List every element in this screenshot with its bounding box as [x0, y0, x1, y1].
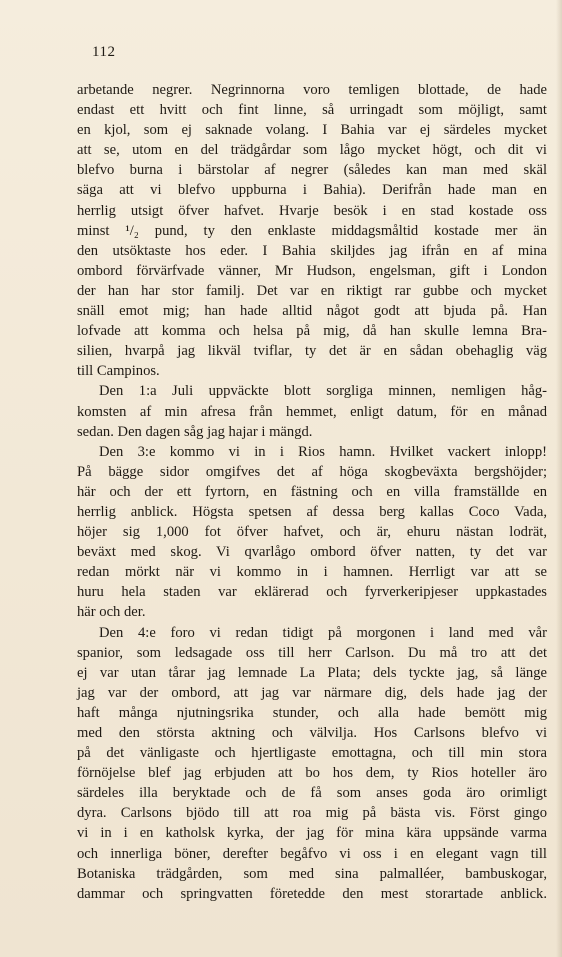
text-line: minst ¹/₂ pund, ty den enklaste middagsmåltid kostade mer än: [77, 222, 547, 239]
text-line: herrlig utsigt öfver hafvet. Hvarje besök i en stad kostade oss: [77, 202, 547, 219]
text-line: den utsöktaste hos eder. I Bahia skiljdes jag ifrån en af mina: [77, 242, 547, 259]
text-line: särdeles illa beryktade och de få som anses goda äro orimligt: [77, 785, 547, 802]
text-line: ej var utan tårar jag lemnade La Plata; dels tyckte jag, så länge: [77, 664, 547, 681]
text-line: och innerliga böner, derefter begåfvo vi oss i en elegant vagn till: [77, 845, 547, 862]
text-line: Den 4:e foro vi redan tidigt på morgonen i land med vår: [99, 624, 547, 641]
text-line: spanior, som ledsagade oss till herr Carlson. Du må tro att det: [77, 644, 547, 661]
text-line: lofvade att komma och helsa på mig, då han skulle lemna Bra-: [77, 323, 547, 340]
text-line: blefvo burna i bärstolar af negrer (således kan man med skäl: [77, 162, 547, 179]
text-line: Botaniska trädgården, som med sina palmalléer, bambuskogar,: [77, 865, 547, 882]
text-line: endast ett hvitt och fint linne, så urringadt som möjligt, samt: [77, 102, 547, 119]
page-number: 112: [92, 44, 116, 60]
text-line: en kjol, som ej saknade volang. I Bahia var ej särdeles mycket: [77, 122, 547, 139]
text-line: beväxt med skog. Vi qvarlågo ombord öfver natten, ty det var: [77, 544, 547, 561]
text-line: förnöjelse blef jag erbjuden att bo hos dem, ty Rios hoteller äro: [77, 765, 547, 782]
text-line: ombord förvärfvade vänner, Mr Hudson, engelsman, gift i London: [77, 262, 547, 279]
text-line: på det vänligaste och hjertligaste emottagna, och till min stora: [77, 745, 547, 762]
text-line: säga att vi blefvo uppburna i Bahia). Derifrån hade man en: [77, 182, 547, 199]
text-line: här och der ett fyrtorn, en fästning och en villa framställde en: [77, 483, 547, 500]
text-line: der han har stor familj. Det var en riktigt rar gubbe och mycket: [77, 282, 547, 299]
text-line: höjer sig 1,000 fot öfver hafvet, och är, ehuru nästan lodrät,: [77, 524, 547, 541]
text-line: herrlig anblick. Högsta spetsen af dessa berg kallas Coco Vada,: [77, 503, 547, 520]
text-line: här och der.: [77, 604, 146, 621]
text-line: huru hela staden var eklärerad och fyrverkeripjeser uppkastades: [77, 584, 547, 601]
text-line: haft många njutningsrika stunder, och alla hade bemött mig: [77, 704, 547, 721]
text-line: med den största aktning och välvilja. Hos Carlsons blefvo vi: [77, 725, 547, 741]
text-line: komsten af min afresa från hemmet, enligt datum, för en månad: [77, 403, 547, 420]
text-line: jag var der ombord, att jag var närmare dig, dels hade jag der: [77, 684, 547, 701]
text-line: att se, utom en del trädgårdar som lågo mycket högt, och dit vi: [77, 142, 547, 159]
text-line: redan mörkt när vi kommo in i hamnen. Herrligt var att se: [77, 564, 547, 581]
text-line: sedan. Den dagen såg jag hajar i mängd.: [77, 423, 313, 440]
text-line: På bägge sidor omgifves det af höga skogbeväxta bergshöjder;: [77, 463, 547, 480]
text-line: snäll emot mig; han hade alltid något godt att bjuda på. Han: [77, 303, 547, 320]
body-text: [77, 80, 547, 904]
text-line: Den 1:a Juli uppväckte blott sorgliga minnen, nemligen håg-: [99, 383, 547, 400]
text-line: till Campinos.: [77, 363, 160, 380]
text-line: vi in i en katholsk kyrka, der jag för mina kära uppsände varma: [77, 825, 547, 842]
text-line: silien, hvarpå jag likväl tviflar, ty det är en sådan obehaglig väg: [77, 343, 547, 360]
text-line: arbetande negrer. Negrinnorna voro temligen blottade, de hade: [77, 82, 547, 98]
text-line: dyra. Carlsons bjödo till att roa mig på bästa vis. Först gingo: [77, 805, 547, 822]
text-line: dammar och springvatten företedde den mest storartade anblick.: [77, 885, 547, 902]
page-edge-shadow: [556, 0, 562, 957]
text-line: Den 3:e kommo vi in i Rios hamn. Hvilket vackert inlopp!: [99, 443, 547, 460]
